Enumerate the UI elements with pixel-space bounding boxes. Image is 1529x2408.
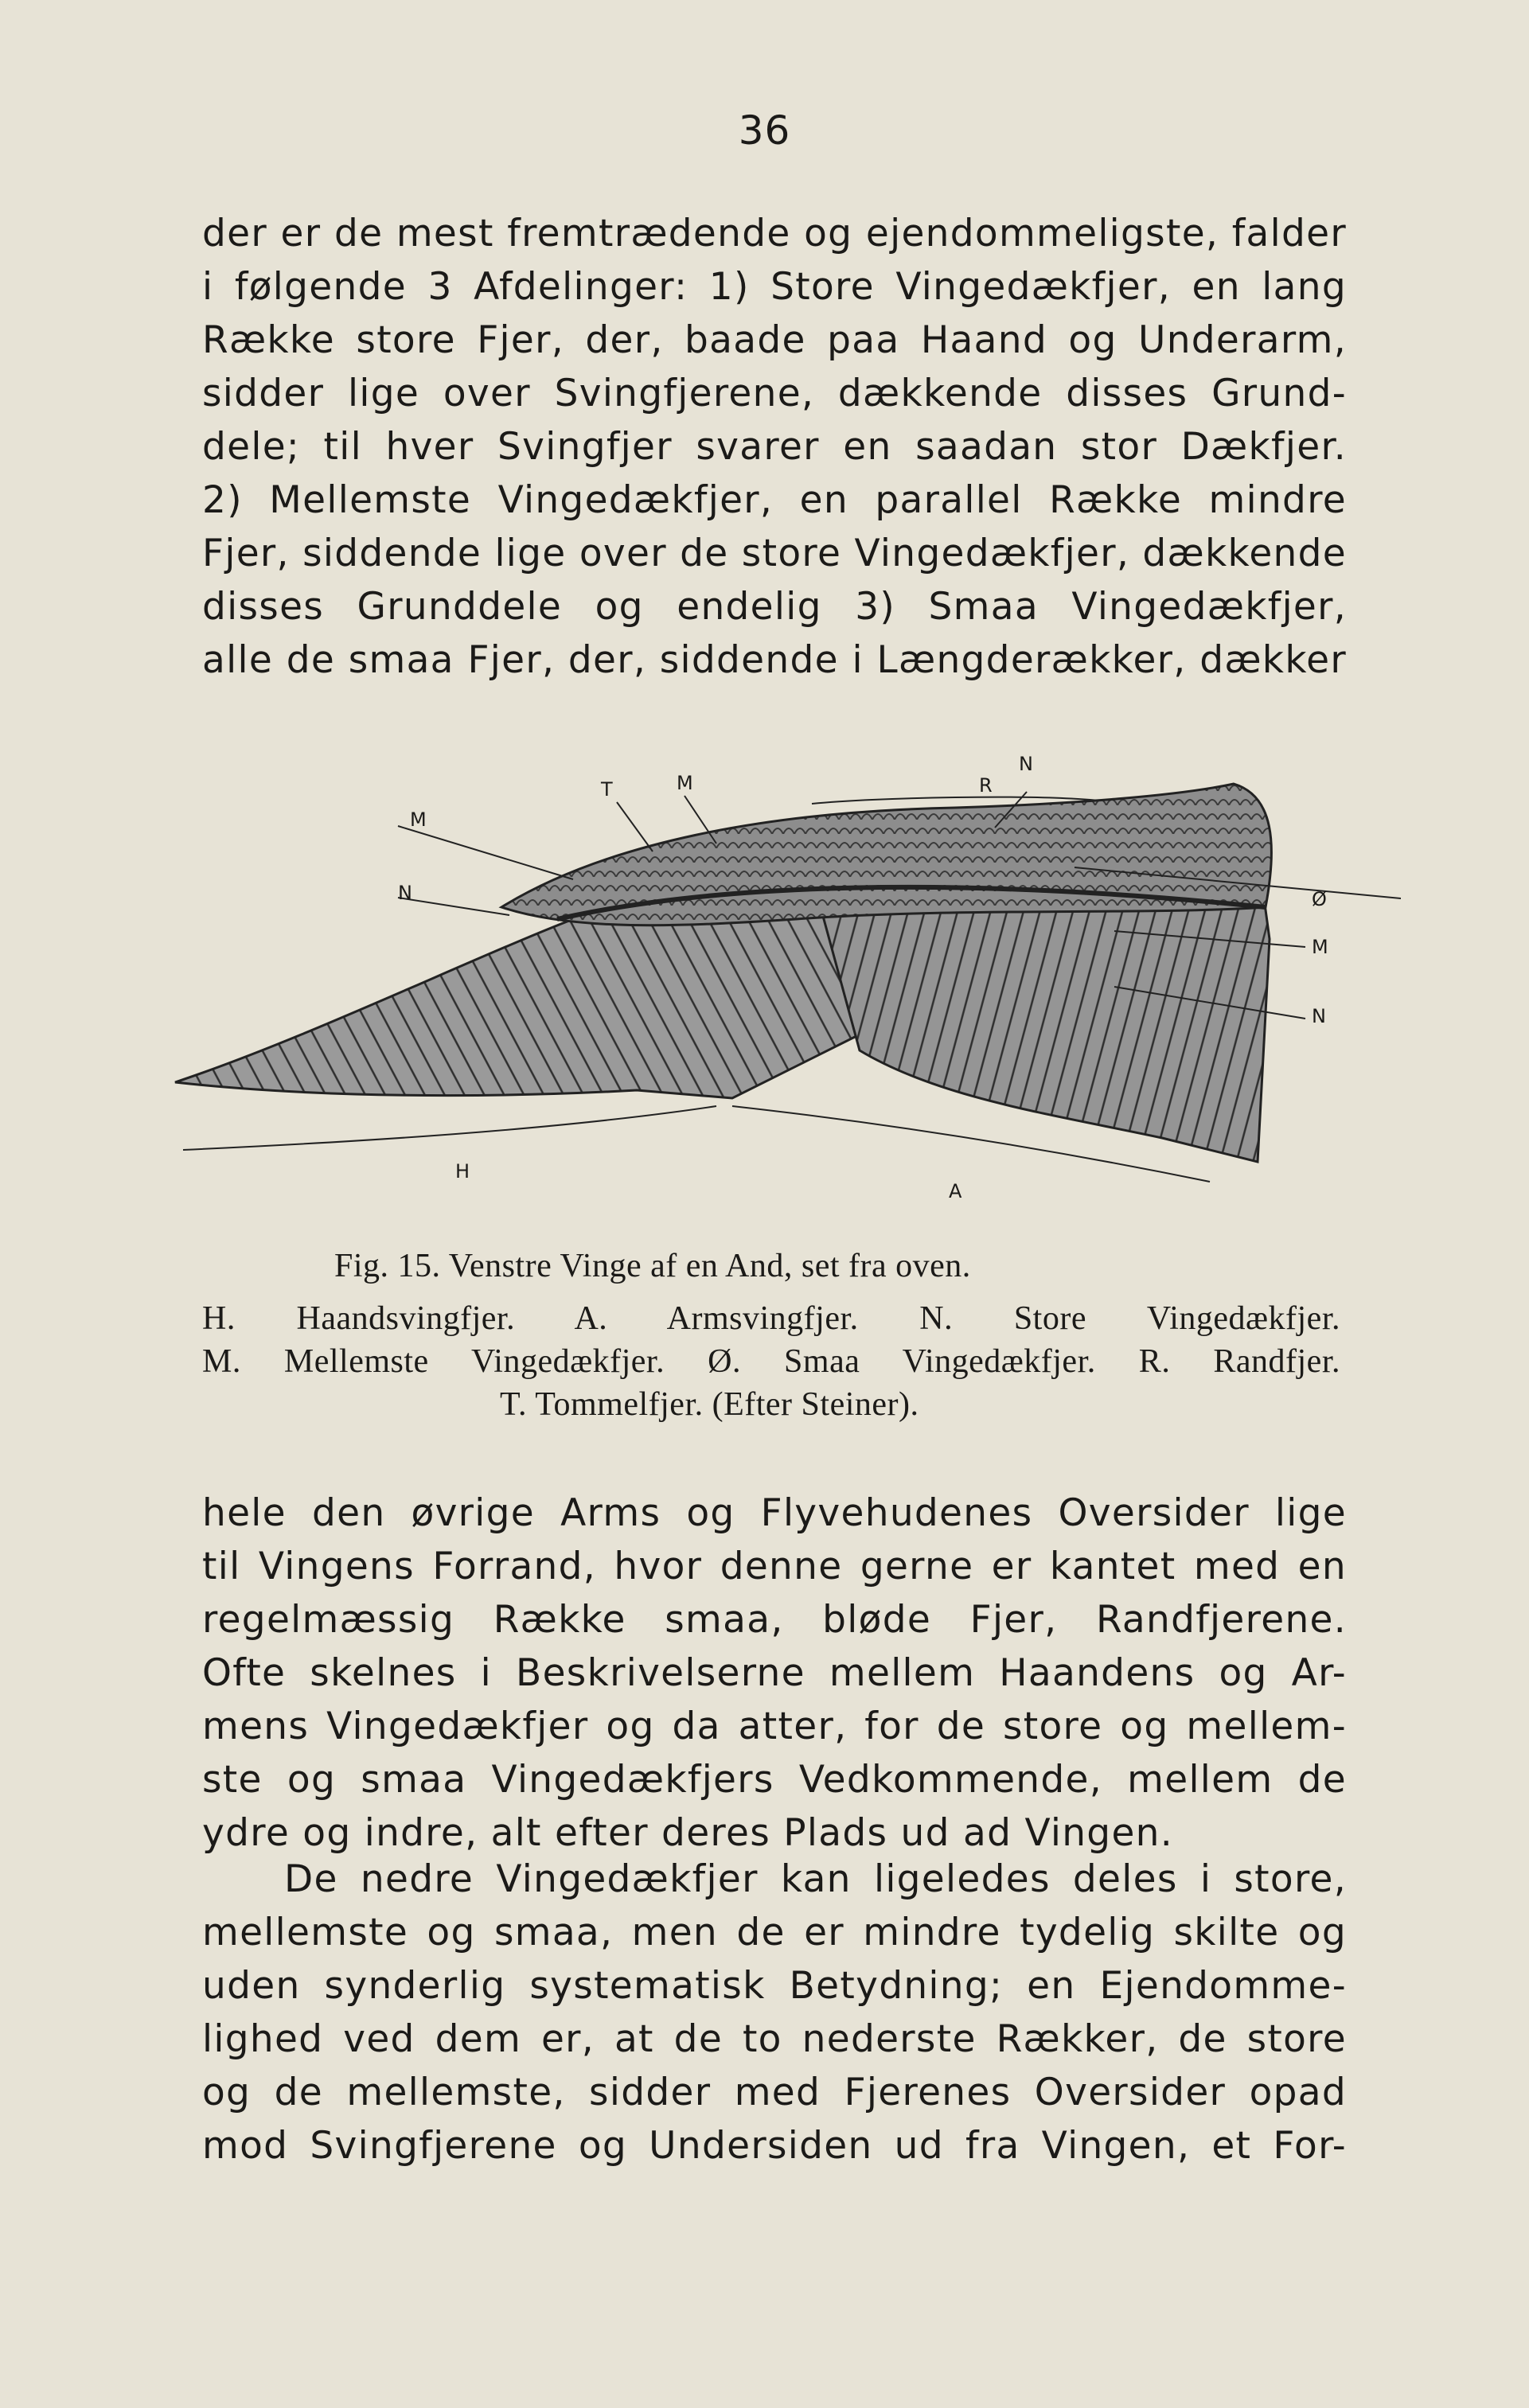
text-line: alle de smaa Fjer, der, siddende i Længderækker, dækker: [202, 638, 1347, 682]
text-line: der er de mest fremtrædende og ejendommeligste, falder: [202, 212, 1347, 255]
figure-legend-line: M. Mellemste Vingedækfjer. Ø. Smaa Vingedækfjer. R. Randfjer.: [202, 1343, 1340, 1380]
label-right-N: N: [1312, 1005, 1326, 1027]
label-top-N: N: [1019, 753, 1033, 775]
figure-legend-line: T. Tommelfjer. (Efter Steiner).: [500, 1386, 919, 1423]
wing-figure: [159, 748, 1401, 1218]
wing-illustration: [159, 748, 1401, 1218]
text-line: ydre og indre, alt efter deres Plads ud ad Vingen.: [202, 1811, 1173, 1855]
label-right-M: M: [1312, 936, 1328, 958]
text-line: i følgende 3 Afdelinger: 1) Store Vingedækfjer, en lang: [202, 265, 1347, 309]
text-line: ste og smaa Vingedækfjers Vedkommende, mellem de: [202, 1758, 1347, 1802]
paragraph-3: [202, 1857, 1347, 2177]
label-top-T: T: [601, 778, 613, 801]
label-bottom-A: A: [949, 1180, 962, 1202]
text-line: regelmæssig Række smaa, bløde Fjer, Randfjerene.: [202, 1598, 1347, 1642]
text-line: De nedre Vingedækfjer kan ligeledes deles i store,: [284, 1857, 1347, 1901]
covert-feathers: [501, 784, 1271, 925]
text-line: lighed ved dem er, at de to nederste Rækker, de store: [202, 2017, 1347, 2061]
label-bottom-H: H: [455, 1160, 470, 1183]
paragraph-1: [202, 212, 1347, 692]
text-line: til Vingens Forrand, hvor denne gerne er kantet med en: [202, 1545, 1347, 1588]
figure-caption-title: Fig. 15. Venstre Vinge af en And, set fra oven.: [334, 1248, 971, 1284]
figure-legend-line: H. Haandsvingfjer. A. Armsvingfjer. N. Store Vingedækfjer.: [202, 1300, 1340, 1337]
page-number: 36: [738, 107, 791, 154]
text-line: 2) Mellemste Vingedækfjer, en parallel Række mindre: [202, 478, 1347, 522]
text-line: Række store Fjer, der, baade paa Haand og Underarm,: [202, 318, 1347, 362]
text-line: mod Svingfjerene og Undersiden ud fra Vingen, et For-: [202, 2124, 1347, 2168]
text-line: og de mellemste, sidder med Fjerenes Oversider opad: [202, 2071, 1347, 2114]
text-line: Fjer, siddende lige over de store Vingedækfjer, dækkende: [202, 532, 1347, 575]
text-line: mens Vingedækfjer og da atter, for de store og mellem-: [202, 1705, 1347, 1748]
text-line: Ofte skelnes i Beskrivelserne mellem Haandens og Ar-: [202, 1651, 1347, 1695]
label-top-R: R: [979, 774, 993, 797]
label-left-M: M: [410, 809, 427, 831]
text-line: uden synderlig systematisk Betydning; en Ejendomme-: [202, 1964, 1347, 2008]
label-top-M: M: [677, 772, 693, 794]
text-line: sidder lige over Svingfjerene, dækkende disses Grund-: [202, 372, 1347, 415]
paragraph-2: [202, 1491, 1347, 1864]
text-line: dele; til hver Svingfjer svarer en saadan stor Dækfjer.: [202, 425, 1347, 469]
text-line: hele den øvrige Arms og Flyvehudenes Oversider lige: [202, 1491, 1347, 1535]
text-line: disses Grunddele og endelig 3) Smaa Vingedækfjer,: [202, 585, 1347, 629]
label-right-O: Ø: [1312, 888, 1327, 910]
text-line: mellemste og smaa, men de er mindre tydelig skilte og: [202, 1911, 1347, 1954]
label-left-N: N: [398, 882, 412, 904]
